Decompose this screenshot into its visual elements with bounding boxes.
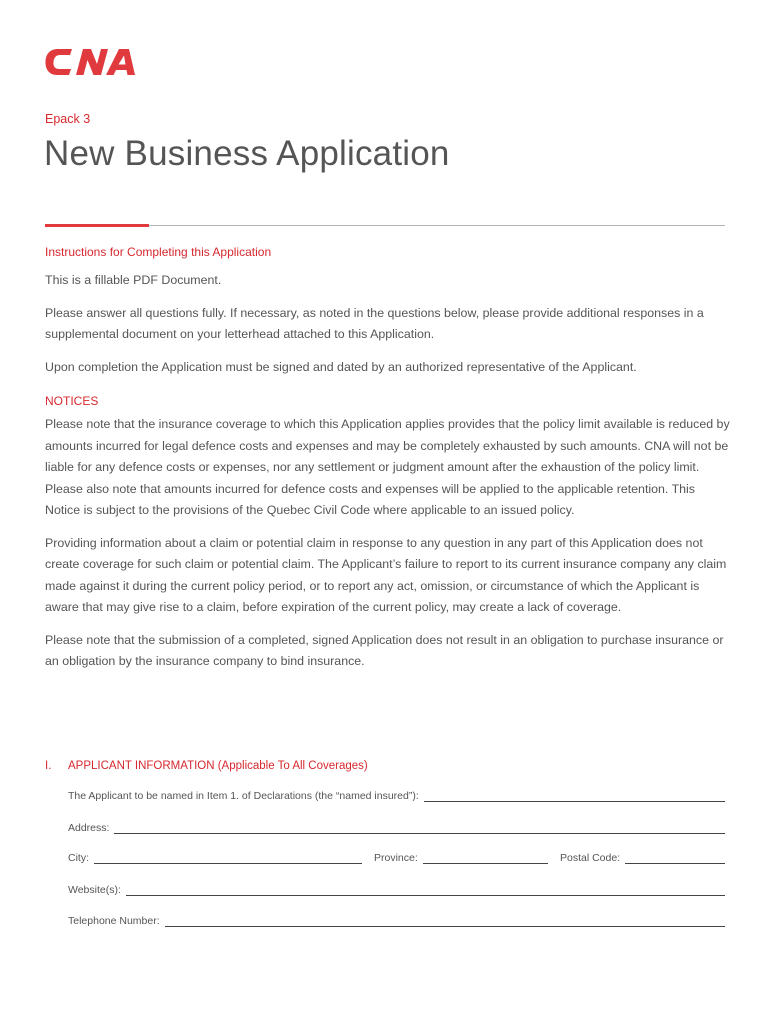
notices-paragraph: Providing information about a claim or potential claim in response to any question in any part of this Application does not create coverage for such claim or potential claim. The Applicant’s failure to report to its current insurance company any claim made against it during the current policy period, or to report any act, omission, or circumstance of which the Applicant is aware that may give rise to a claim, before expiration of the current policy, may create a lack of coverage. — [45, 535, 727, 614]
website-label: Website(s): — [68, 884, 121, 896]
section-number: I. — [45, 760, 52, 772]
telephone-row — [68, 915, 725, 927]
province-group — [374, 852, 548, 864]
section-heading-applicant-information — [45, 760, 368, 772]
website-field[interactable] — [126, 884, 725, 896]
header-accent-divider — [45, 224, 149, 227]
province-field[interactable] — [423, 852, 548, 864]
notices-paragraph: Please note that the insurance coverage to which this Application applies provides that the policy limit available is reduced by amounts incurred for legal defence costs and expenses and may be completely exhausted by such amounts. CNA will not be liable for any defence costs or expenses, nor any settlement or judgment amount after the exhaustion of the policy limit. Please also note that amounts incurred for defence costs and expenses will be applied to the applicable retention. This Notice is subject to the provisions of the Quebec Civil Code where applicable to an issued policy. — [45, 417, 730, 517]
city-group — [68, 852, 362, 864]
named-insured-field[interactable] — [424, 790, 725, 802]
page-title: New Business Application — [44, 134, 450, 173]
notices-paragraph: Please note that the submission of a completed, signed Application does not result in an obligation to purchase insurance or an obligation by the insurance company to bind insurance. — [45, 632, 724, 668]
address-row — [68, 822, 725, 834]
instructions-section — [45, 245, 730, 684]
instructions-paragraph: Please answer all questions fully. If necessary, as noted in the questions below, please provide additional responses in a supplemental document on your letterhead attached to this Application. — [45, 305, 704, 341]
document-kicker: Epack 3 — [45, 112, 91, 126]
address-field[interactable] — [114, 822, 725, 834]
postal-code-label: Postal Code: — [560, 852, 621, 864]
named-insured-label: The Applicant to be named in Item 1. of Declarations (the “named insured”): — [68, 790, 419, 802]
telephone-label: Telephone Number: — [68, 915, 160, 927]
notices-heading: NOTICES — [45, 394, 99, 408]
city-label: City: — [68, 852, 89, 864]
telephone-field[interactable] — [165, 915, 725, 927]
postal-code-group — [560, 852, 725, 864]
address-label: Address: — [68, 822, 110, 834]
instructions-heading: Instructions for Completing this Application — [45, 245, 272, 259]
postal-code-field[interactable] — [625, 852, 725, 864]
website-row — [68, 884, 725, 896]
section-title: APPLICANT INFORMATION (Applicable To All Coverages) — [68, 760, 368, 772]
province-label: Province: — [374, 852, 418, 864]
city-field[interactable] — [94, 852, 362, 864]
instructions-paragraph: Upon completion the Application must be signed and dated by an authorized representative of the Applicant. — [45, 359, 637, 374]
named-insured-row — [68, 790, 725, 802]
cna-logo — [44, 46, 136, 78]
instructions-paragraph: This is a fillable PDF Document. — [45, 273, 222, 287]
city-province-postal-row — [68, 852, 725, 864]
